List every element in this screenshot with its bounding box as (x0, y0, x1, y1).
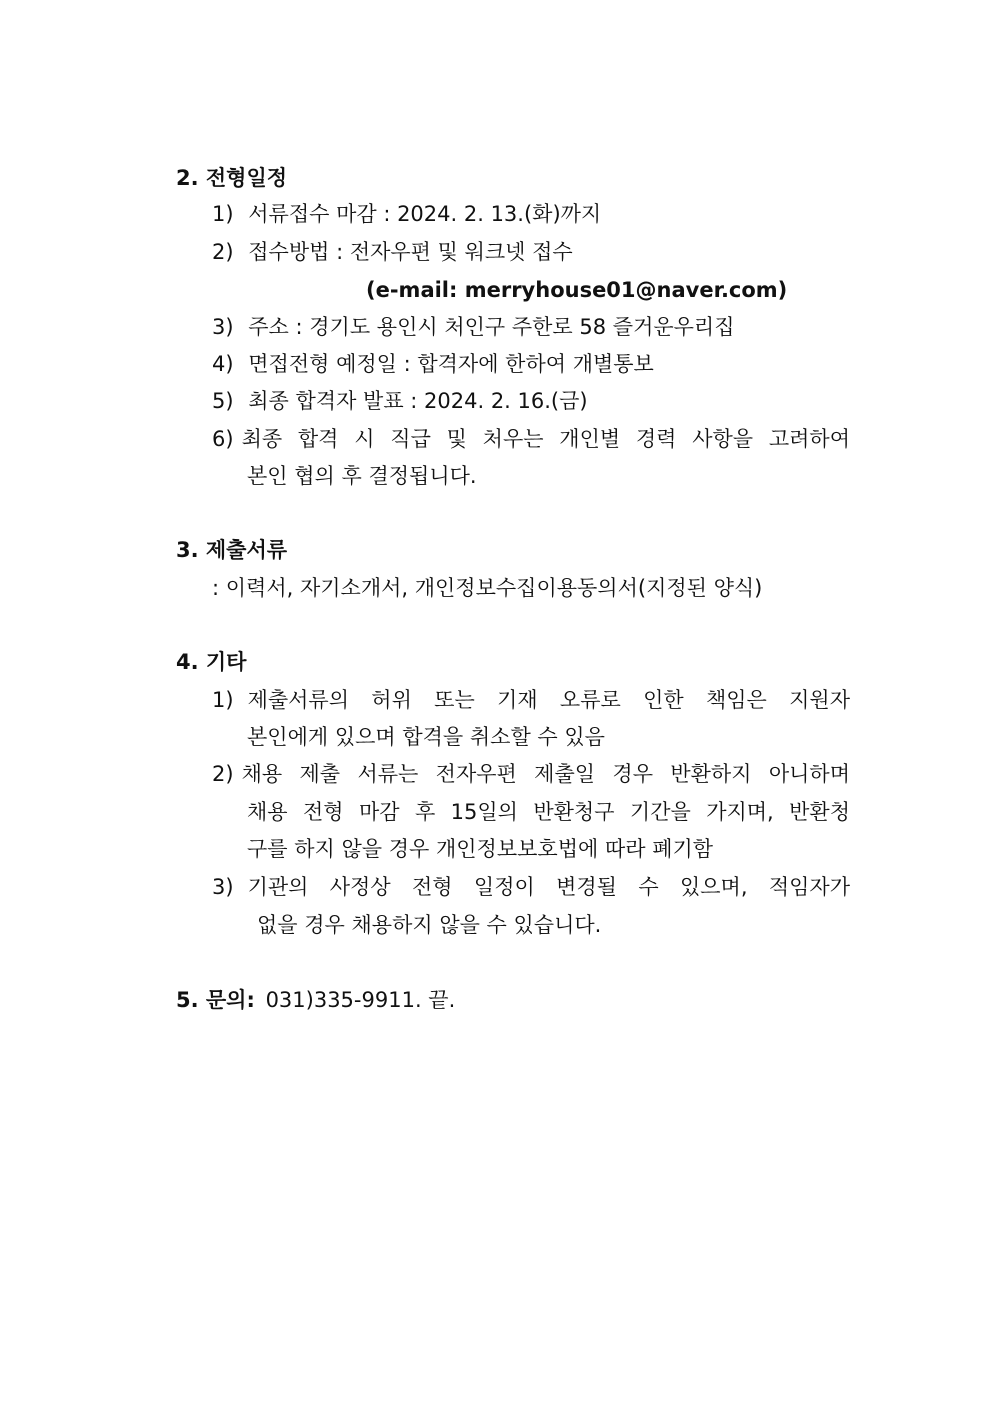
section-4-item-1 (212, 685, 850, 715)
section-2-item-6-cont: 본인 협의 후 결정됩니다. (247, 464, 477, 488)
section-4-item-1-cont: 본인에게 있으며 합격을 취소할 수 있음 (247, 725, 605, 749)
section-2-item-2 (212, 237, 573, 267)
section-4-item-3-cont: 없을 경우 채용하지 않을 수 있습니다. (257, 913, 602, 937)
section-5-line (176, 985, 455, 1015)
section-3-body: : 이력서, 자기소개서, 개인정보수집이용동의서(지정된 양식) (212, 576, 763, 600)
item-number: 3) (212, 315, 234, 339)
section-4-item-2-cont-2: 구를 하지 않을 경우 개인정보보호법에 따라 폐기함 (247, 837, 714, 861)
item-text: 최종 합격 시 직급 및 처우는 개인별 경력 사항을 고려하여 (241, 427, 850, 451)
item-number: 6) (212, 427, 234, 451)
section-4-heading: 4. 기타 (176, 650, 247, 674)
item-text: 접수방법 : 전자우편 및 워크넷 접수 (248, 240, 573, 264)
item-text: 기관의 사정상 전형 일정이 변경될 수 있으며, 적임자가 (247, 875, 850, 899)
section-4-item-2-cont-1: 채용 전형 마감 후 15일의 반환청구 기간을 가지며, 반환청 (247, 800, 850, 824)
item-number: 1) (212, 688, 234, 712)
section-4-item-3 (212, 872, 850, 902)
section-2-item-6 (212, 424, 850, 454)
section-2-item-1 (212, 199, 601, 229)
item-text: 서류접수 마감 : 2024. 2. 13.(화)까지 (248, 202, 602, 226)
item-text: 주소 : 경기도 용인시 처인구 주한로 58 즐거운우리집 (248, 315, 735, 339)
contact-phone: 031)335-9911. 끝. (265, 988, 456, 1012)
item-text: 최종 합격자 발표 : 2024. 2. 16.(금) (248, 389, 588, 413)
section-2-item-4 (212, 349, 654, 379)
item-number: 3) (212, 875, 234, 899)
section-4-item-2 (212, 759, 850, 789)
item-number: 2) (212, 762, 234, 786)
section-2-item-3 (212, 312, 735, 342)
item-text: 제출서류의 허위 또는 기재 오류로 인한 책임은 지원자 (247, 688, 850, 712)
section-3-heading: 3. 제출서류 (176, 538, 288, 562)
section-2-heading: 2. 전형일정 (176, 166, 288, 190)
item-number: 4) (212, 352, 234, 376)
section-5-heading: 5. 문의: (176, 988, 255, 1012)
item-text: 면접전형 예정일 : 합격자에 한하여 개별통보 (248, 352, 654, 376)
item-number: 5) (212, 389, 234, 413)
email-line: (e-mail: merryhouse01@naver.com) (366, 278, 788, 302)
item-text: 채용 제출 서류는 전자우편 제출일 경우 반환하지 아니하며 (241, 762, 850, 786)
section-2-item-5 (212, 386, 588, 416)
item-number: 2) (212, 240, 234, 264)
item-number: 1) (212, 202, 234, 226)
